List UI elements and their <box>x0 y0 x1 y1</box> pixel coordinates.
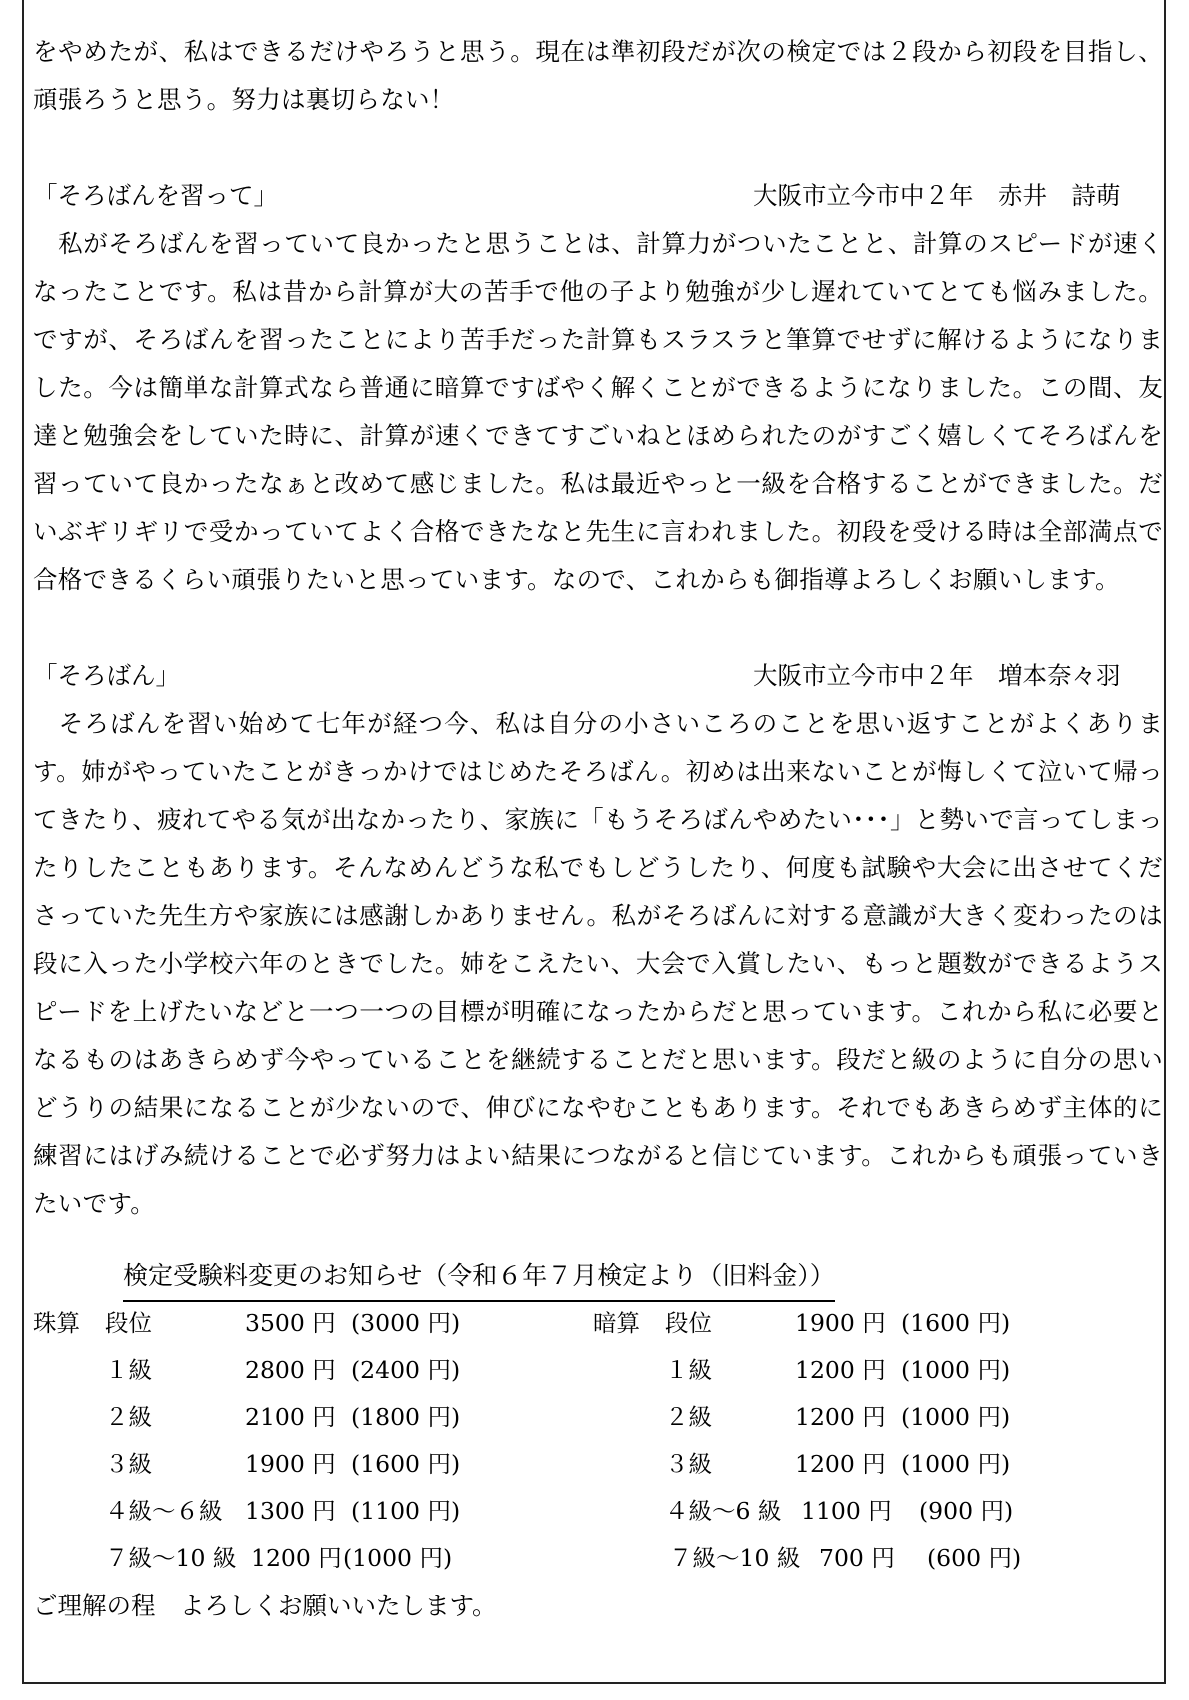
shuzan-new-fee: 1300 円 <box>245 1497 336 1525</box>
anzan-old-fee: (1000 円) <box>901 1356 1011 1384</box>
anzan-grade: １級 <box>665 1356 712 1384</box>
shuzan-label: 珠算 <box>33 1309 80 1337</box>
shuzan-grade: ３級 <box>105 1450 152 1478</box>
fee-row <box>33 1347 1163 1394</box>
shuzan-grade: ４級～６級 <box>105 1497 223 1525</box>
anzan-old-fee: (1000 円) <box>901 1403 1011 1431</box>
shuzan-old-fee: (3000 円) <box>351 1309 461 1337</box>
shuzan-grade: １級 <box>105 1356 152 1384</box>
fee-row <box>33 1441 1163 1488</box>
anzan-new-fee: 700 円 <box>819 1544 895 1572</box>
shuzan-old-fee: (1600 円) <box>351 1450 461 1478</box>
anzan-new-fee: 1900 円 <box>795 1309 886 1337</box>
shuzan-new-fee: 1900 円 <box>245 1450 336 1478</box>
fee-notice-heading <box>33 1252 1163 1300</box>
document-body <box>33 28 1163 1630</box>
anzan-old-fee: (600 円) <box>927 1544 1022 1572</box>
shuzan-old-fee: (1000 円) <box>343 1544 453 1572</box>
anzan-grade: ４級～6 級 <box>665 1497 782 1525</box>
shuzan-new-fee: 2100 円 <box>245 1403 336 1431</box>
anzan-new-fee: 1100 円 <box>801 1497 892 1525</box>
anzan-new-fee: 1200 円 <box>795 1356 886 1384</box>
shuzan-new-fee: 2800 円 <box>245 1356 336 1384</box>
essay1-header <box>33 172 1163 220</box>
anzan-grade: ３級 <box>665 1450 712 1478</box>
anzan-grade: ２級 <box>665 1403 712 1431</box>
closing-message: ご理解の程 よろしくお願いいたします。 <box>33 1591 497 1620</box>
fee-row <box>33 1394 1163 1441</box>
anzan-grade: ７級～10 級 <box>669 1544 801 1572</box>
shuzan-new-fee: 1200 円 <box>251 1544 342 1572</box>
shuzan-new-fee: 3500 円 <box>245 1309 336 1337</box>
essay2-title: 「そろばん」 <box>33 661 180 690</box>
anzan-label: 暗算 <box>593 1309 640 1337</box>
essay2-body: そろばんを習い始めて七年が経つ今、私は自分の小さいころのことを思い返すことがよくあります。姉がやっていたことがきっかけではじめたそろばん。初めは出来ないことが悔しくて泣いて帰ってきたり、疲れてやる気が出なかったり、家族に「もうそろばんやめたい･･･」と勢いで言ってしまったりしたこともあります。そんなめんどうな私でもしどうしたり、何度も試験や大会に出させてくださっていた先生方や家族には感謝しかありません。私がそろばんに対する意識が大きく変わったのは段に入った小学校六年のときでした。姉をこえたい、大会で入賞したい、もっと題数ができるようスピードを上げたいなどと一つ一つの目標が明確になったからだと思っています。これから私に必要となるものはあきらめず今やっていることを継続することだと思います。段だと級のように自分の思いどうりの結果になることが少ないので、伸びになやむこともあります。それでもあきらめず主体的に練習にはげみ続けることで必ず努力はよい結果につながると信じています。これからも頑張っていきたいです。 <box>33 709 1163 1218</box>
fee-table <box>33 1300 1163 1582</box>
shuzan-old-fee: (1800 円) <box>351 1403 461 1431</box>
essay2-header <box>33 652 1163 700</box>
anzan-new-fee: 1200 円 <box>795 1450 886 1478</box>
essay1-author: 大阪市立今市中２年 赤井 詩萌 <box>753 181 1121 210</box>
anzan-old-fee: (1600 円) <box>901 1309 1011 1337</box>
anzan-new-fee: 1200 円 <box>795 1403 886 1431</box>
intro-paragraph: をやめたが、私はできるだけやろうと思う。現在は準初段だが次の検定では２段から初段を目指し、頑張ろうと思う。努力は裏切らない！ <box>33 37 1163 114</box>
shuzan-grade: ２級 <box>105 1403 152 1431</box>
fee-row <box>33 1300 1163 1347</box>
fee-row <box>33 1535 1163 1582</box>
fee-notice-title: 検定受験料変更のお知らせ（令和６年７月検定より（旧料金）） <box>123 1252 835 1302</box>
fee-row <box>33 1488 1163 1535</box>
anzan-old-fee: (1000 円) <box>901 1450 1011 1478</box>
anzan-grade: 段位 <box>665 1309 712 1337</box>
shuzan-grade: 段位 <box>105 1309 152 1337</box>
anzan-old-fee: (900 円) <box>919 1497 1014 1525</box>
essay1-body: 私がそろばんを習っていて良かったと思うことは、計算力がついたことと、計算のスピードが速くなったことです。私は昔から計算が大の苦手で他の子より勉強が少し遅れていてとても悩みました。ですが、そろばんを習ったことにより苦手だった計算もスラスラと筆算でせずに解けるようになりました。今は簡単な計算式なら普通に暗算ですばやく解くことができるようになりました。この間、友達と勉強会をしていた時に、計算が速くできてすごいねとほめられたのがすごく嬉しくてそろばんを習っていて良かったなぁと改めて感じました。私は最近やっと一級を合格することができました。だいぶギリギリで受かっていてよく合格できたなと先生に言われました。初段を受ける時は全部満点で合格できるくらい頑張りたいと思っています。なので、これからも御指導よろしくお願いします。 <box>33 229 1163 594</box>
essay1-title: 「そろばんを習って」 <box>33 181 278 210</box>
shuzan-old-fee: (1100 円) <box>351 1497 461 1525</box>
shuzan-old-fee: (2400 円) <box>351 1356 461 1384</box>
essay2-author: 大阪市立今市中２年 増本奈々羽 <box>753 661 1121 690</box>
shuzan-grade: ７級～10 級 <box>105 1544 237 1572</box>
